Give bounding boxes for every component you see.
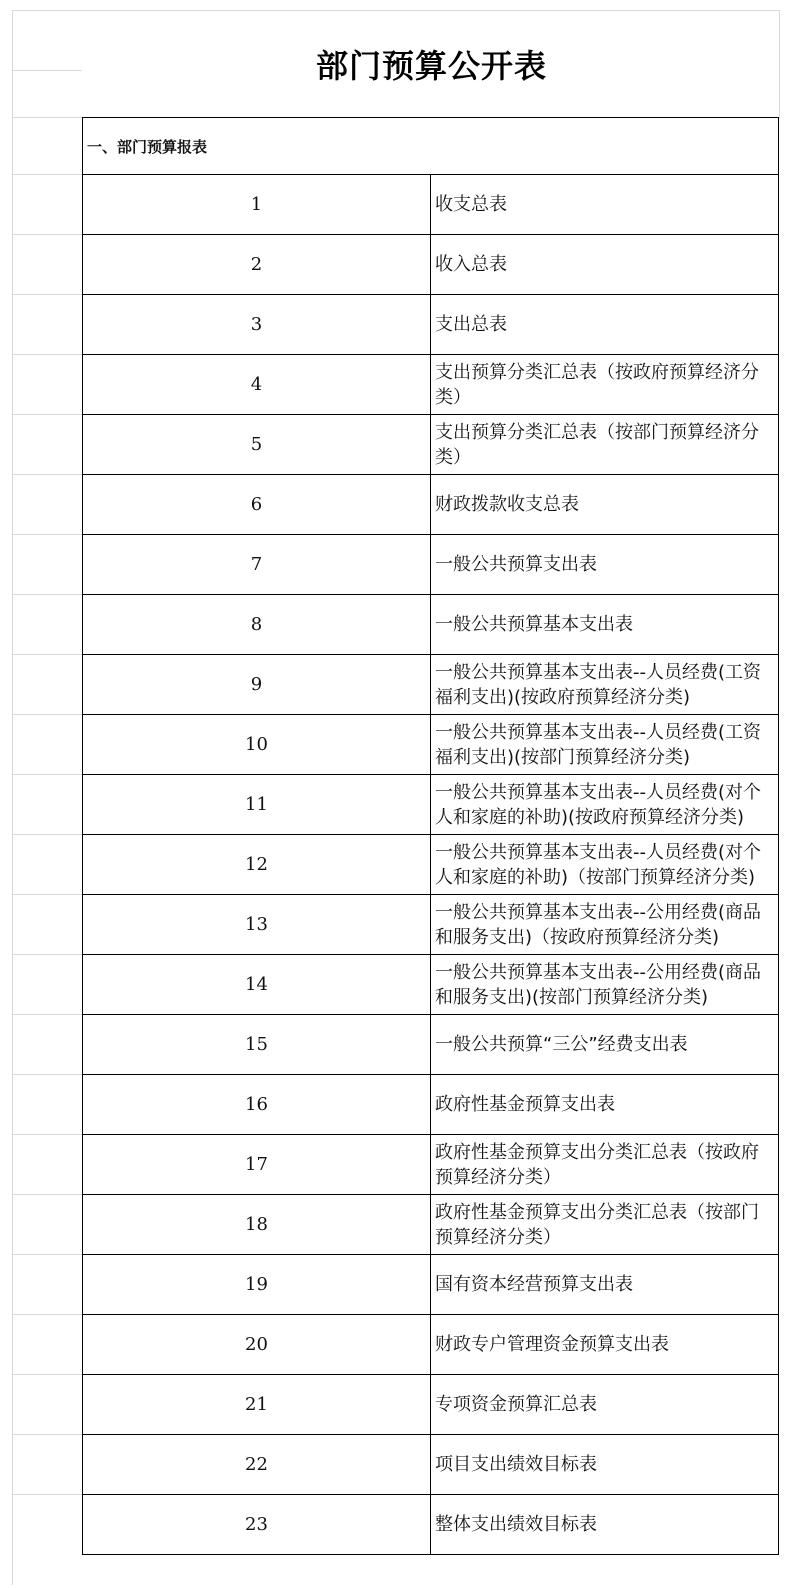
row-number: 21 <box>83 1375 431 1435</box>
table-row[interactable] <box>83 655 779 715</box>
grid-row-line <box>12 70 82 71</box>
report-name: 一般公共预算基本支出表--公用经费(商品和服务支出)(按部门预算经济分类) <box>431 955 779 1015</box>
table-row[interactable] <box>83 1495 779 1555</box>
table-row[interactable] <box>83 1255 779 1315</box>
report-name: 财政专户管理资金预算支出表 <box>431 1315 779 1375</box>
table-row[interactable] <box>83 1135 779 1195</box>
report-name: 政府性基金预算支出分类汇总表（按部门预算经济分类） <box>431 1195 779 1255</box>
grid-row-line <box>12 834 82 835</box>
table-row[interactable] <box>83 175 779 235</box>
report-name: 收支总表 <box>431 175 779 235</box>
report-name: 国有资本经营预算支出表 <box>431 1255 779 1315</box>
table-row[interactable] <box>83 235 779 295</box>
row-number: 11 <box>83 775 431 835</box>
report-name: 政府性基金预算支出表 <box>431 1075 779 1135</box>
grid-row-line <box>12 894 82 895</box>
section-header: 一、部门预算报表 <box>83 118 779 175</box>
grid-row-line <box>12 117 82 118</box>
row-number: 14 <box>83 955 431 1015</box>
grid-row-line <box>12 1134 82 1135</box>
table-row[interactable] <box>83 295 779 355</box>
report-name: 收入总表 <box>431 235 779 295</box>
table-row[interactable] <box>83 715 779 775</box>
row-number: 4 <box>83 355 431 415</box>
table-row[interactable] <box>83 1015 779 1075</box>
grid-row-line <box>12 414 82 415</box>
report-name: 专项资金预算汇总表 <box>431 1375 779 1435</box>
grid-row-line <box>12 594 82 595</box>
table-row[interactable] <box>83 1315 779 1375</box>
table-row[interactable] <box>83 835 779 895</box>
report-name: 一般公共预算基本支出表--人员经费(工资福利支出)(按政府预算经济分类) <box>431 655 779 715</box>
row-number: 18 <box>83 1195 431 1255</box>
grid-row-line <box>12 474 82 475</box>
table-row[interactable] <box>83 955 779 1015</box>
report-name: 政府性基金预算支出分类汇总表（按政府预算经济分类） <box>431 1135 779 1195</box>
row-number: 2 <box>83 235 431 295</box>
grid-row-line <box>12 1254 82 1255</box>
row-number: 17 <box>83 1135 431 1195</box>
row-number: 7 <box>83 535 431 595</box>
table-row[interactable] <box>83 895 779 955</box>
grid-row-line <box>12 654 82 655</box>
grid-row-line <box>12 534 82 535</box>
table-row[interactable] <box>83 415 779 475</box>
grid-row-line <box>12 1494 82 1495</box>
row-number: 3 <box>83 295 431 355</box>
report-name: 一般公共预算基本支出表--公用经费(商品和服务支出)（按政府预算经济分类) <box>431 895 779 955</box>
grid-row-line <box>12 1314 82 1315</box>
grid-column-line <box>12 10 13 1585</box>
grid-row-line <box>12 174 82 175</box>
row-number: 15 <box>83 1015 431 1075</box>
grid-row-line <box>12 714 82 715</box>
report-name: 项目支出绩效目标表 <box>431 1435 779 1495</box>
grid-row-line <box>12 774 82 775</box>
report-name: 支出预算分类汇总表（按部门预算经济分类） <box>431 415 779 475</box>
page-title: 部门预算公开表 <box>315 47 547 85</box>
table-row[interactable] <box>83 355 779 415</box>
report-name: 一般公共预算基本支出表--人员经费(对个人和家庭的补助)（按部门预算经济分类) <box>431 835 779 895</box>
report-name: 一般公共预算支出表 <box>431 535 779 595</box>
report-name: 一般公共预算基本支出表--人员经费(工资福利支出)(按部门预算经济分类) <box>431 715 779 775</box>
row-number: 13 <box>83 895 431 955</box>
row-number: 1 <box>83 175 431 235</box>
grid-row-line <box>12 354 82 355</box>
table-row[interactable] <box>83 475 779 535</box>
table-row[interactable] <box>83 775 779 835</box>
table-row[interactable] <box>83 1435 779 1495</box>
table-row[interactable] <box>83 1195 779 1255</box>
row-number: 5 <box>83 415 431 475</box>
grid-row-line <box>12 1374 82 1375</box>
row-number: 9 <box>83 655 431 715</box>
row-number: 22 <box>83 1435 431 1495</box>
table-row[interactable] <box>83 535 779 595</box>
section-header-row <box>83 118 779 175</box>
row-number: 16 <box>83 1075 431 1135</box>
grid-row-line <box>12 1074 82 1075</box>
row-number: 8 <box>83 595 431 655</box>
grid-row-line <box>12 234 82 235</box>
grid-row-line <box>12 294 82 295</box>
row-number: 23 <box>83 1495 431 1555</box>
table-row[interactable] <box>83 1075 779 1135</box>
row-number: 6 <box>83 475 431 535</box>
row-number: 10 <box>83 715 431 775</box>
grid-row-line <box>12 1194 82 1195</box>
report-name: 一般公共预算基本支出表--人员经费(对个人和家庭的补助)(按政府预算经济分类) <box>431 775 779 835</box>
row-number: 19 <box>83 1255 431 1315</box>
grid-row-line <box>12 1434 82 1435</box>
row-number: 12 <box>83 835 431 895</box>
row-number: 20 <box>83 1315 431 1375</box>
report-name: 一般公共预算基本支出表 <box>431 595 779 655</box>
report-name: 支出预算分类汇总表（按政府预算经济分类） <box>431 355 779 415</box>
report-table <box>82 117 779 1555</box>
report-name: 支出总表 <box>431 295 779 355</box>
table-row[interactable] <box>83 1375 779 1435</box>
grid-row-line <box>12 1014 82 1015</box>
report-name: 整体支出绩效目标表 <box>431 1495 779 1555</box>
table-row[interactable] <box>83 595 779 655</box>
grid-row-line <box>12 954 82 955</box>
report-name: 一般公共预算“三公”经费支出表 <box>431 1015 779 1075</box>
report-name: 财政拨款收支总表 <box>431 475 779 535</box>
